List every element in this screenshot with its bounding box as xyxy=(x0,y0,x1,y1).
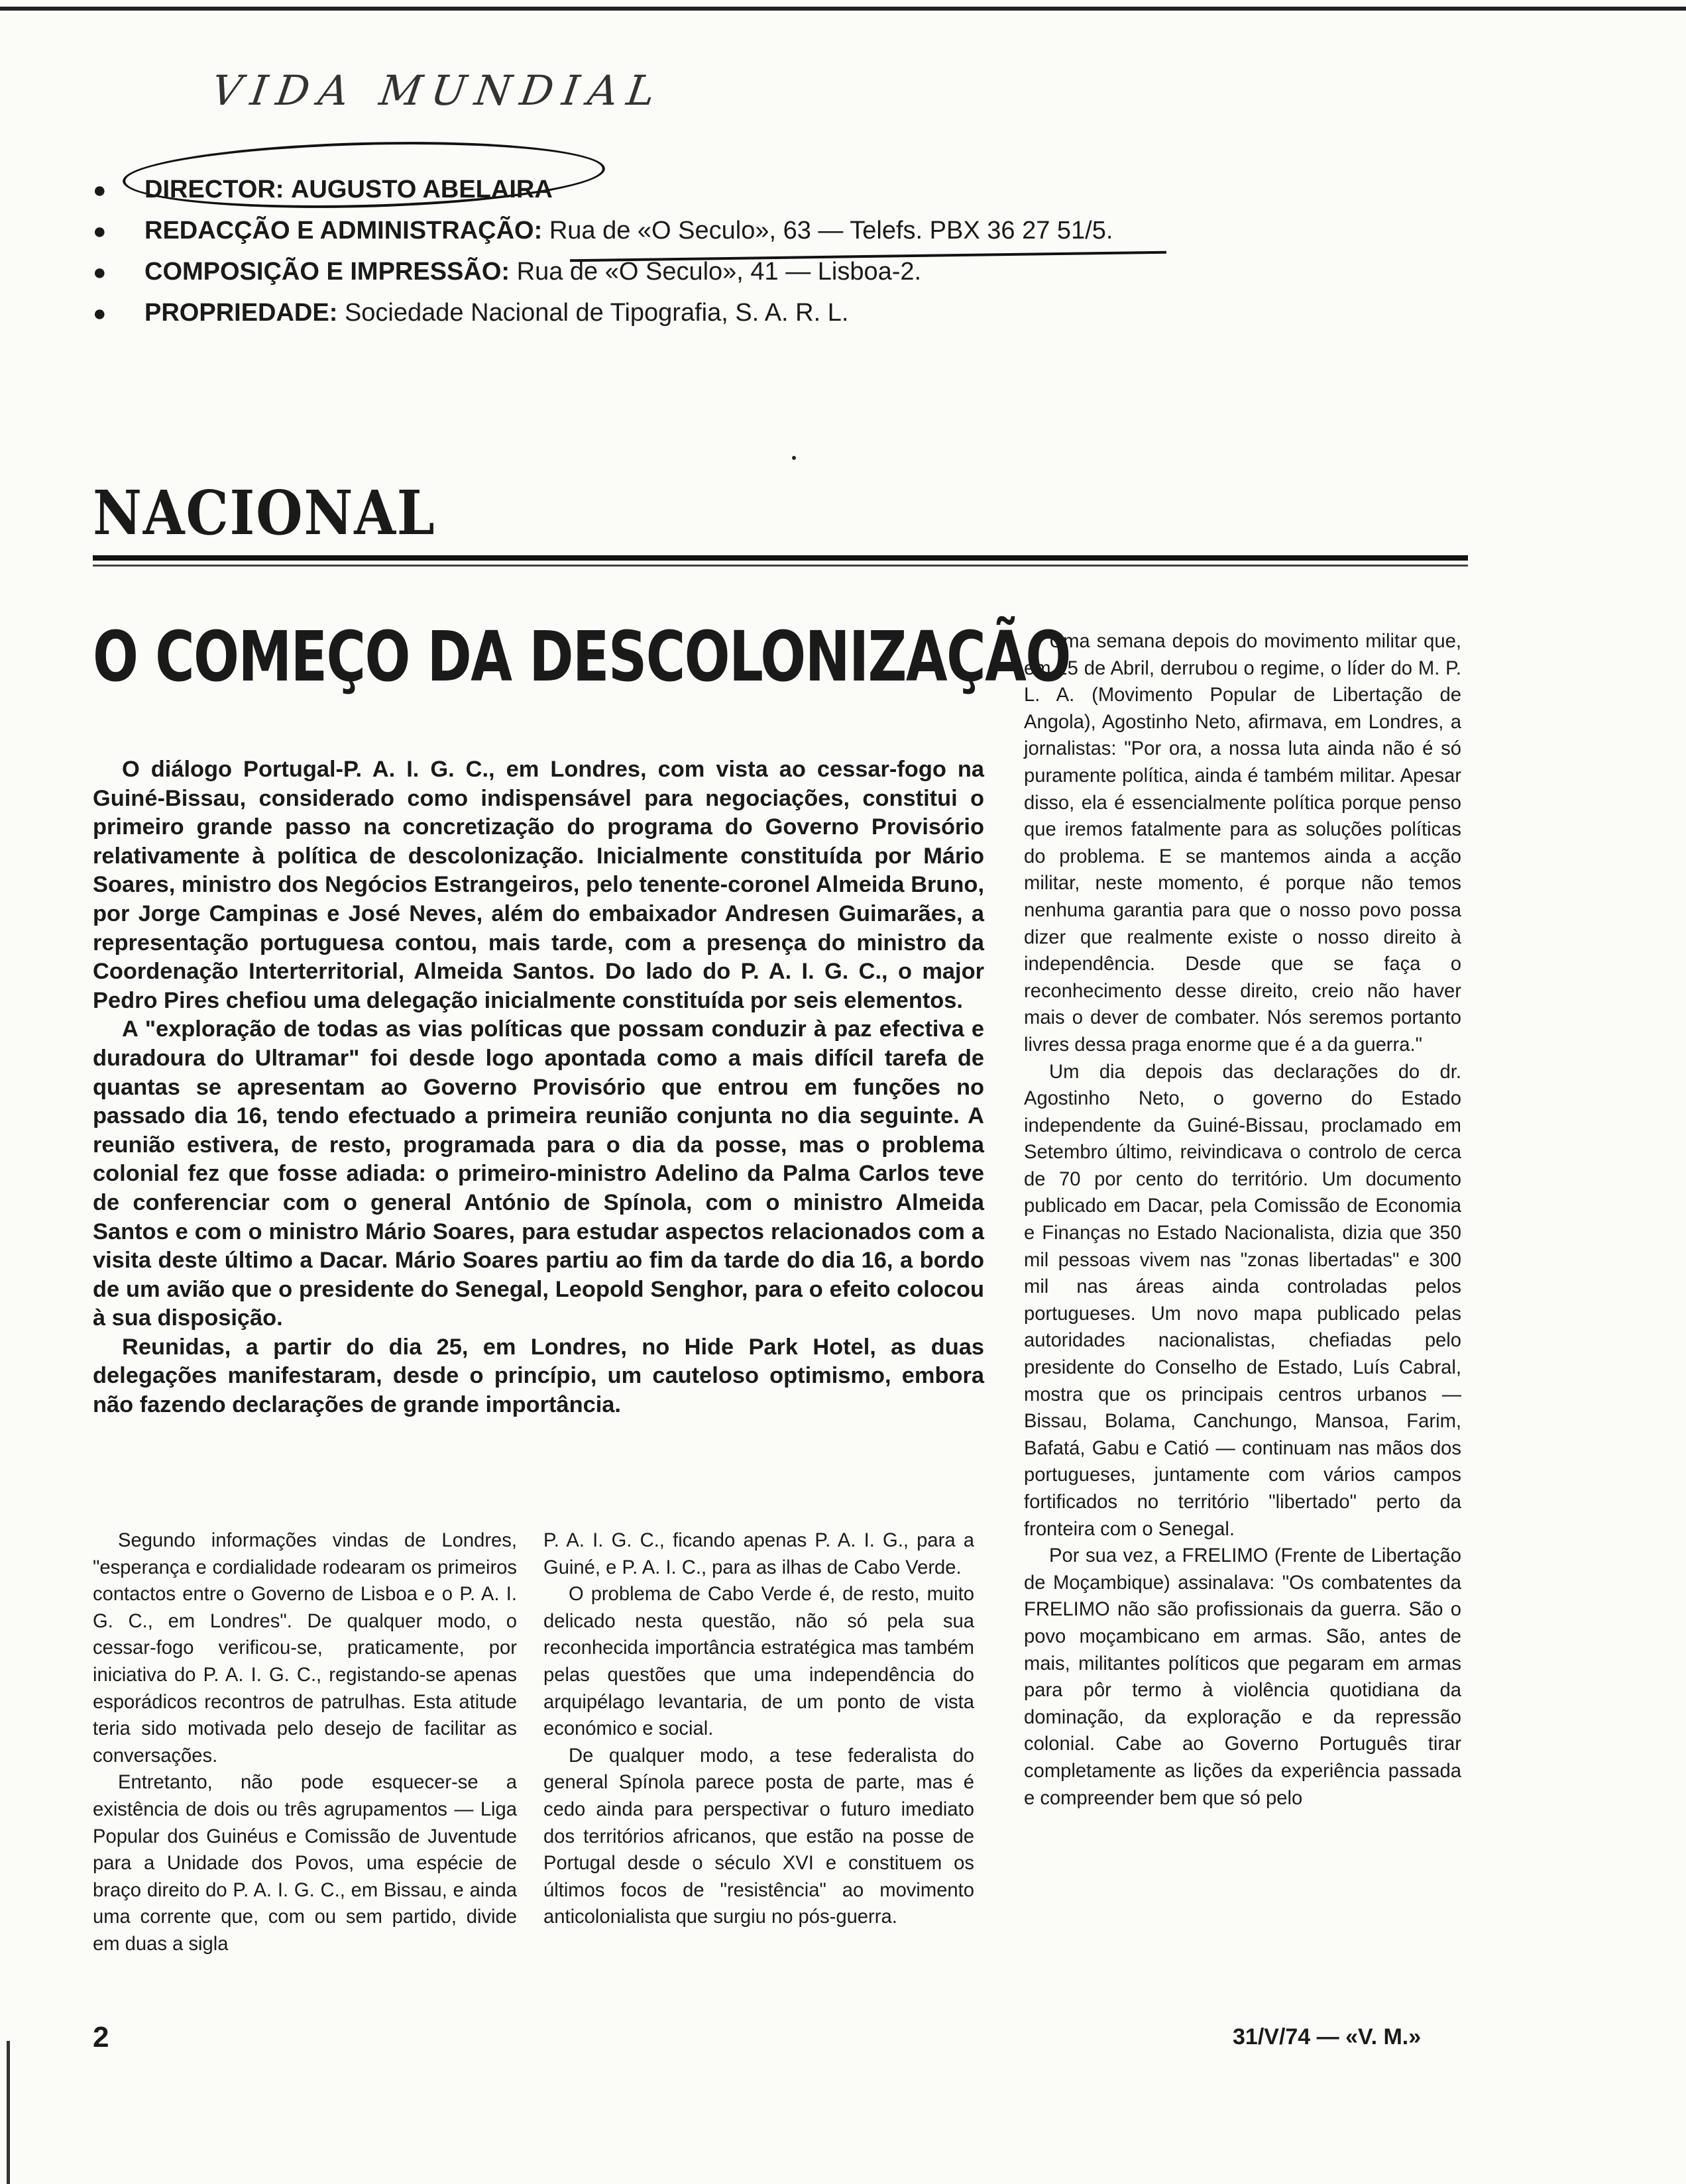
propriedade-label: PROPRIEDADE: xyxy=(144,299,338,327)
ink-speck xyxy=(792,456,796,460)
article-lead xyxy=(93,755,984,1420)
redaccao-label: REDACÇÃO E ADMINISTRAÇÃO: xyxy=(144,217,543,245)
masthead-redaccao xyxy=(93,210,1551,251)
composicao-label: COMPOSIÇÃO E IMPRESSÃO: xyxy=(144,258,510,286)
body-paragraph: Por sua vez, a FRELIMO (Frente de Libertação de Moçambique) assinalava: "Os combatentes da FRELIMO não são profissionais da guerra. São o povo moçambicano em armas. São, antes de mais, militantes políticos que pegaram em armas para pôr termo à violência quotidiana da dominação, da exploração e da repressão colonial. Cabe ao Governo Português tirar completamente as lições da experiência passada e compreender bem que só pelo xyxy=(1024,1545,1461,1809)
body-paragraph: Um dia depois das declarações do dr. Agostinho Neto, o governo do Estado independente da Guiné-Bissau, proclamado em Setembro último, reivindicava o controlo de cerca de 70 por cento do território. Um documento publicado em Dacar, pela Comissão de Economia e Finanças no Estado Nacionalista, dizia que 350 mil pessoas vivem nas "zonas libertadas" e 300 mil nas áreas ainda controladas pelos portugueses. Um novo mapa publicado pelas autoridades nacionalistas, chefiadas pelo presidente do Conselho de Estado, Luís Cabral, mostra que os principais centros urbanos — Bissau, Bolama, Canchungo, Mansoa, Farim, Bafatá, Gabu e Catió — continuam nas mãos dos portugueses, juntamente com vários campos fortificados no território "libertado" perto da fronteira com o Senegal. xyxy=(1024,1061,1461,1540)
director-label: DIRECTOR: xyxy=(144,176,284,203)
lead-paragraph: Reunidas, a partir do dia 25, em Londres, no Hide Park Hotel, as duas delegações manifestaram, desde o princípio, um cauteloso optimismo, embora não fazendo declarações de grande importância. xyxy=(93,1334,984,1418)
propriedade-value: Sociedade Nacional de Tipografia, S. A. R. L. xyxy=(344,299,849,327)
body-paragraph: O problema de Cabo Verde é, de resto, muito delicado nesta questão, não só pela sua reconhecida importância estratégica mas também pelas questões que uma independência do arquipélago levantaria, de um ponto de vista económico e social. xyxy=(543,1584,974,1740)
issue-footer: 31/V/74 — «V. M.» xyxy=(1233,2024,1422,2049)
bullet-icon: ● xyxy=(93,219,107,244)
bullet-icon: ● xyxy=(93,260,107,285)
lead-paragraph: O diálogo Portugal-P. A. I. G. C., em Londres, com vista ao cessar-fogo na Guiné-Bissau, considerado como indispensável para negociações, constitui o primeiro grande passo na concretização do programa do Governo Provisório relativamente à política de descolonização. Inicialmente constituída por Mário Soares, ministro dos Negócios Estrangeiros, pelo tenente-coronel Almeida Bruno, por Jorge Campinas e José Neves, além do embaixador Andresen Guimarães, a representação portuguesa contou, mais tarde, com a presença do ministro da Coordenação Interterritorial, Almeida Santos. Do lado do P. A. I. G. C., o major Pedro Pires chefiou uma delegação inicialmente constituída por seis elementos. xyxy=(93,757,984,1013)
section-rule xyxy=(93,555,1468,561)
director-value: AUGUSTO ABELAIRA xyxy=(290,176,553,203)
section-title: NACIONAL xyxy=(93,477,436,549)
masthead-director xyxy=(93,169,1551,210)
scan-edge-left xyxy=(7,2041,10,2184)
bullet-icon: ● xyxy=(93,178,107,203)
masthead-composicao xyxy=(93,251,1551,292)
body-column-3 xyxy=(1024,628,1461,1812)
scan-edge-top xyxy=(0,7,1686,11)
body-paragraph: Uma semana depois do movimento militar que, em 25 de Abril, derrubou o regime, o líder do M. P. L. A. (Movimento Popular de Libertação de Angola), Agostinho Neto, afirmava, em Londres, a jornalistas: "Por ora, a nossa luta ainda não é só puramente política, ainda é também militar. Apesar disso, ela é essencialmente política porque penso que iremos fatalmente para as soluções políticas do problema. E se mantemos ainda a acção militar, neste momento, é porque não temos nenhuma garantia para que o nosso povo possa dizer que realmente existe o nosso direito à independência. Desde que se faça o reconhecimento desse direito, creio não haver mais o dever de combater. Nós seremos portanto livres dessa praga enorme que é a da guerra." xyxy=(1024,631,1461,1056)
body-paragraph: Segundo informações vindas de Londres, "esperança e cordialidade rodearam os primeiros contactos entre o Governo de Lisboa e o P. A. I. G. C., em Londres". De qualquer modo, o cessar-fogo verificou-se, praticamente, por iniciativa do P. A. I. G. C., registando-se apenas esporádicos recontros de patrulhas. Esta atitude teria sido motivada pelo desejo de facilitar as conversações. xyxy=(93,1530,517,1767)
body-paragraph: Entretanto, não pode esquecer-se a existência de dois ou três agrupamentos — Liga Popular dos Guinéus e Comissão de Juventude para a Unidade dos Povos, uma espécie de braço direito do P. A. I. G. C., em Bissau, e ainda uma corrente que, com ou sem partido, divide em duas a sigla xyxy=(93,1772,517,1955)
composicao-value: Rua de «O Seculo», 41 — Lisboa-2. xyxy=(516,258,922,286)
body-column-2 xyxy=(543,1527,974,1931)
masthead xyxy=(93,169,1551,333)
article-headline: O COMEÇO DA DESCOLONIZAÇÃO xyxy=(93,616,1070,697)
redaccao-value: Rua de «O Seculo», 63 — Telefs. PBX 36 27 51/5. xyxy=(549,217,1113,245)
body-paragraph: De qualquer modo, a tese federalista do general Spínola parece posta de parte, mas é cedo ainda para perspectivar o futuro imediato dos territórios africanos, que estão na posse de Portugal desde o século XVI e constituem os últimos focos de "resistência" ao movimento anticolonialista que surgiu no pós-guerra. xyxy=(543,1745,974,1928)
section-rule-thin xyxy=(93,565,1468,567)
body-paragraph: P. A. I. G. C., ficando apenas P. A. I. G., para a Guiné, e P. A. I. C., para as ilhas de Cabo Verde. xyxy=(543,1530,974,1578)
body-column-1 xyxy=(93,1527,517,1958)
bullet-icon: ● xyxy=(93,301,107,326)
handwritten-note: VIDA MUNDIAL xyxy=(208,66,667,115)
masthead-propriedade xyxy=(93,292,1551,333)
page-number: 2 xyxy=(93,2021,109,2053)
lead-paragraph: A "exploração de todas as vias políticas que possam conduzir à paz efectiva e duradoura do Ultramar" foi desde logo apontada como a mais difícil tarefa de quantas se apresentam ao Governo Provisório que entrou em funções no passado dia 16, tendo efectuado a primeira reunião conjunta no dia seguinte. A reunião estivera, de resto, programada para o dia da posse, mas o problema colonial fez que fosse adiada: o primeiro-ministro Adelino da Palma Carlos teve de conferenciar com o general António de Spínola, com o ministro Almeida Santos e com o ministro Mário Soares, para estudar aspectos relacionados com a visita deste último a Dacar. Mário Soares partiu ao fim da tarde do dia 16, a bordo de um avião que o presidente do Senegal, Leopold Senghor, para o efeito colocou à sua disposição. xyxy=(93,1016,984,1331)
